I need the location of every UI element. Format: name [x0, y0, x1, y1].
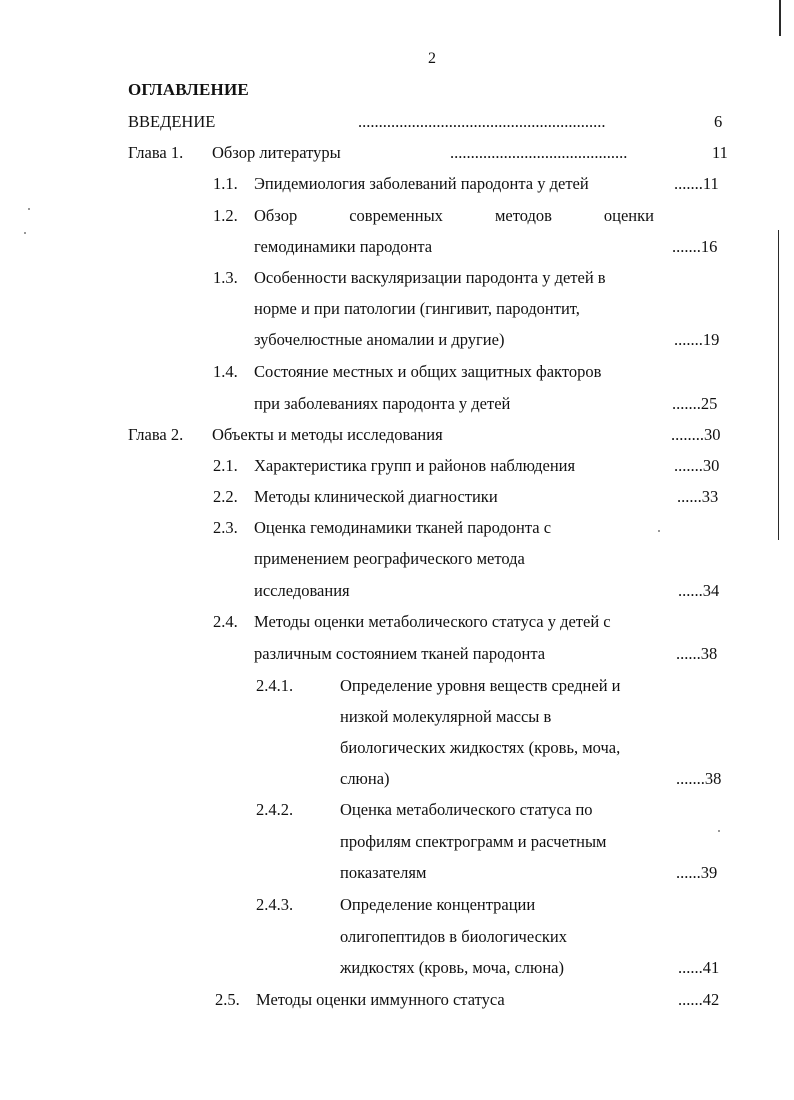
toc-section-number: 1.3. — [213, 268, 238, 287]
toc-subsection-title-cont: жидкостях (кровь, моча, слюна) — [340, 958, 564, 977]
toc-section-page: .......16 — [672, 237, 718, 256]
toc-section-title: Состояние местных и общих защитных факторов — [254, 362, 602, 381]
toc-word: методов — [494, 206, 552, 225]
toc-intro-leader: ............................................................ — [358, 112, 606, 131]
toc-subsection-title: Определение концентрации — [340, 895, 536, 914]
toc-section-title-cont: норме и при патологии (гингивит, пародонтит, — [254, 299, 580, 318]
toc-subsection-title-cont: олигопептидов в биологических — [340, 927, 567, 946]
toc-section-title-cont: при заболеваниях пародонта у детей — [254, 394, 511, 413]
toc-section-number: 1.1. — [213, 174, 238, 193]
toc-intro-page: 6 — [714, 112, 723, 131]
toc-word: Обзор — [254, 206, 298, 225]
toc-subsection-page: .......38 — [676, 769, 722, 788]
toc-section-number: 2.3. — [213, 518, 238, 537]
toc-section-title-cont: гемодинамики пародонта — [254, 237, 433, 256]
toc-section-page: ......42 — [678, 990, 720, 1009]
page-number: 2 — [428, 50, 436, 67]
toc-subsection-number: 2.4.1. — [256, 676, 294, 695]
toc-intro-title: ВВЕДЕНИЕ — [128, 112, 216, 131]
toc-chapter-1-leader: ........................................... — [450, 143, 628, 162]
toc-chapter-2-label: Глава 2. — [128, 425, 184, 444]
toc-section-title: Оценка гемодинамики тканей пародонта с — [254, 518, 552, 537]
toc-subsection-title: Определение уровня веществ средней и — [340, 676, 621, 695]
toc-chapter-1-label: Глава 1. — [128, 143, 184, 162]
toc-section-page: .......25 — [672, 394, 718, 413]
toc-section-page: ......33 — [677, 487, 719, 506]
toc-subsection-title-cont: профилям спектрограмм и расчетным — [340, 832, 607, 851]
toc-section-number: 1.4. — [213, 362, 238, 381]
toc-subsection-page: ......41 — [678, 958, 720, 977]
scan-edge-line — [779, 0, 781, 36]
toc-chapter-2-page: ........30 — [671, 425, 721, 444]
toc-section-title-cont: исследования — [254, 581, 350, 600]
scan-edge-line — [778, 230, 779, 540]
scan-speck — [658, 530, 660, 532]
toc-section-title-line-justified — [254, 206, 654, 226]
scan-speck — [718, 830, 720, 832]
toc-word: современных — [349, 206, 443, 225]
toc-section-title-cont: зубочелюстные аномалии и другие) — [254, 330, 505, 349]
toc-section-title: Особенности васкуляризации пародонта у детей в — [254, 268, 606, 287]
toc-section-title: Методы клинической диагностики — [254, 487, 498, 506]
scan-speck — [28, 208, 30, 210]
toc-word: оценки — [603, 206, 654, 225]
toc-chapter-1-title: Обзор литературы — [212, 143, 341, 162]
toc-section-number: 2.4. — [213, 612, 238, 631]
toc-subsection-number: 2.4.2. — [256, 800, 294, 819]
toc-section-title-cont: применением реографического метода — [254, 549, 525, 568]
toc-section-title: Эпидемиология заболеваний пародонта у детей — [254, 174, 589, 193]
toc-section-title: Методы оценки метаболического статуса у детей с — [254, 612, 611, 631]
toc-section-title: Методы оценки иммунного статуса — [256, 990, 505, 1009]
toc-section-number: 1.2. — [213, 206, 238, 225]
toc-subsection-title-cont: низкой молекулярной массы в — [340, 707, 552, 726]
toc-section-title-cont: различным состоянием тканей пародонта — [254, 644, 546, 663]
toc-section-page: ......34 — [678, 581, 720, 600]
toc-section-number: 2.5. — [215, 990, 240, 1009]
toc-chapter-1-page: 11 — [712, 143, 728, 162]
toc-heading: ОГЛАВЛЕНИЕ — [128, 80, 249, 99]
toc-subsection-number: 2.4.3. — [256, 895, 294, 914]
toc-subsection-title-cont: биологических жидкостях (кровь, моча, — [340, 738, 621, 757]
toc-subsection-page: ......39 — [676, 863, 718, 882]
scan-speck — [24, 232, 26, 234]
toc-section-number: 2.2. — [213, 487, 238, 506]
toc-section-page: ......38 — [676, 644, 718, 663]
toc-subsection-title-cont: слюна) — [340, 769, 390, 788]
toc-section-number: 2.1. — [213, 456, 238, 475]
toc-section-page: .......30 — [674, 456, 720, 475]
toc-section-title: Характеристика групп и районов наблюдения — [254, 456, 576, 475]
toc-chapter-2-title: Объекты и методы исследования — [212, 425, 443, 444]
toc-subsection-title: Оценка метаболического статуса по — [340, 800, 593, 819]
toc-section-page: .......11 — [674, 174, 719, 193]
toc-section-page: .......19 — [674, 330, 720, 349]
toc-subsection-title-cont: показателям — [340, 863, 427, 882]
